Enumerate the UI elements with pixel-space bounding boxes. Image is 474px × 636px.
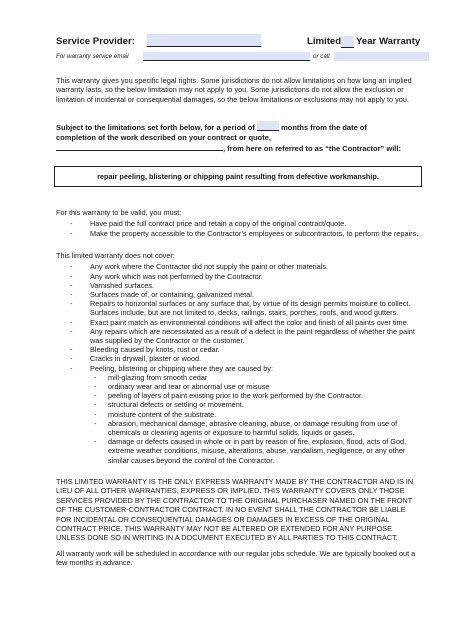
validity-section [56,208,426,238]
service-provider-field[interactable] [147,34,261,47]
list-item: - Any work where the Contractor did not supply the paint or other materials. [70,262,426,271]
repair-box [54,166,422,187]
not-covered-heading: This limited warranty does not cover: [56,251,175,260]
not-covered-list [70,262,426,464]
not-covered-section [56,251,426,465]
sub-list-item: - damage or defects caused in whole or in part by reason of fire, explosion, flood, acts of God, extreme weather conditions, misuse, alterations, abuse, vandalism, negligence, or any other similar causes beyond the control of the Contractor. [94,437,426,465]
list-item: - Bleeding caused by knots, rust or cedar. [70,345,426,354]
list-item: - Any repairs which are necessitated as a result of a defect in the paint regardless of whether the paint was supplied by the Contractor or the customer. [70,327,426,345]
subject-line3: , from here on referred to as “the Contractor” will: [223,144,401,154]
sub-list-item: - peeling of layers of paint existing prior to the work performed by the Contractor. [94,391,426,400]
list-item: - Cracks in drywall, plaster or wood. [70,354,426,363]
list-item: - Exact paint match as environmental conditions will affect the color and finish of all paints over time. [70,318,426,327]
warranty-call-label: or call [313,53,330,60]
subject-line2: completion of the work described on your contract or quote, [56,132,272,142]
sub-list-item: - ordinary wear and tear or abnormal use or misuse [94,382,426,391]
subject-block [56,121,436,154]
intro-paragraph: This warranty gives you specific legal rights. Some jurisdictions do not allow limitations on how long an implied warranty lasts, so the below limitation may not apply to you. Some jurisdictions do not allow the exclusion or limitation of incidental or consequential damages, so the below limitations or exclusions may not apply to you. [56,76,412,104]
warranty-years-field[interactable] [341,36,354,48]
sub-list-item: - structural defects or settling or movement. [94,400,426,409]
subject-line1-post: months from the date of [281,123,367,132]
validity-heading: For this warranty to be valid, you must: [56,208,182,217]
disclaimer-paragraph: THIS LIMITED WARRANTY IS THE ONLY EXPRESS WARRANTY MADE BY THE CONTRACTOR AND IS IN LIEU OF ALL OTHER WARRANTIES, EXPRESS OR IMPLIED. THIS WARRANTY COVERS ONLY THOSE SERVICES PROVIDED BY THE CONTRACTOR TO THE ORIGINAL PURCHASER NAMED ON THE FRONT OF THE CUSTOMER-CONTRACTOR CONTRACT. IN NO EVENT SHALL THE CONTRACTOR BE LIABLE FOR INCIDENTAL OR CONSEQUENTIAL DAMAGES OR DAMAGES IN EXCESS OF THE ORIGINAL CONTRACT PRICE. THIS WARRANTY MAY NOT BE ALTERED OR EXTENDED FOR ANY PURPOSE UNLESS DONE SO IN WRITING IN A DOCUMENT EXECUTED BY ALL PARTIES TO THIS CONTRACT. [56,477,414,543]
validity-list [70,219,426,237]
subject-line1-pre: Subject to the limitations set forth below, for a period of [56,123,255,132]
warranty-email-field[interactable] [143,52,310,61]
list-item: - Any work which was not performed by the Contractor. [70,272,426,281]
warranty-phone-field[interactable] [334,52,429,61]
sub-list-item: - mill-glazing from smooth cedar [94,373,426,382]
sub-list-item: - moisture content of the substrate. [94,410,426,419]
list-item: - Varnished surfaces. [70,281,426,290]
list-item: - Have paid the full contract price and retain a copy of the original contract/quote. [70,219,426,228]
warranty-email-label: For warranty service email [56,53,129,60]
list-item [70,364,426,465]
closing-paragraph: All warranty work will be scheduled in accordance with our regular jobs schedule. We are typically booked out a few months in advance. [56,549,416,568]
warranty-label-limited: Limited [307,36,342,47]
months-field[interactable] [257,121,279,131]
list-item-text: Peeling, blistering or chipping where they are caused by: [90,363,273,373]
list-item: - Surfaces made of, or containing, galvanized metal. [70,290,426,299]
list-item: - Make the property accessible to the Contractor’s employees or subcontractors, to perform the repairs. [70,229,426,238]
service-provider-label: Service Provider: [56,36,135,47]
sub-list [94,373,426,465]
warranty-label-year: Year Warranty [356,36,421,47]
repair-box-text: repair peeling, blistering or chipping paint resulting from defective workmanship. [97,172,379,181]
list-item: - Repairs to horizontal surfaces or any surface that, by virtue of its design permits moisture to collect. Surfaces include, but are not limited to, decks, railings, stairs, porches, roofs, and wood gutters. [70,299,426,317]
contractor-name-field[interactable] [56,142,223,151]
sub-list-item: - abrasion, mechanical damage, abrasive cleaning, abuse, or damage resulting from use of chemicals or cleaning agents or exposure to harmful solids, liquids or gases. [94,419,426,437]
